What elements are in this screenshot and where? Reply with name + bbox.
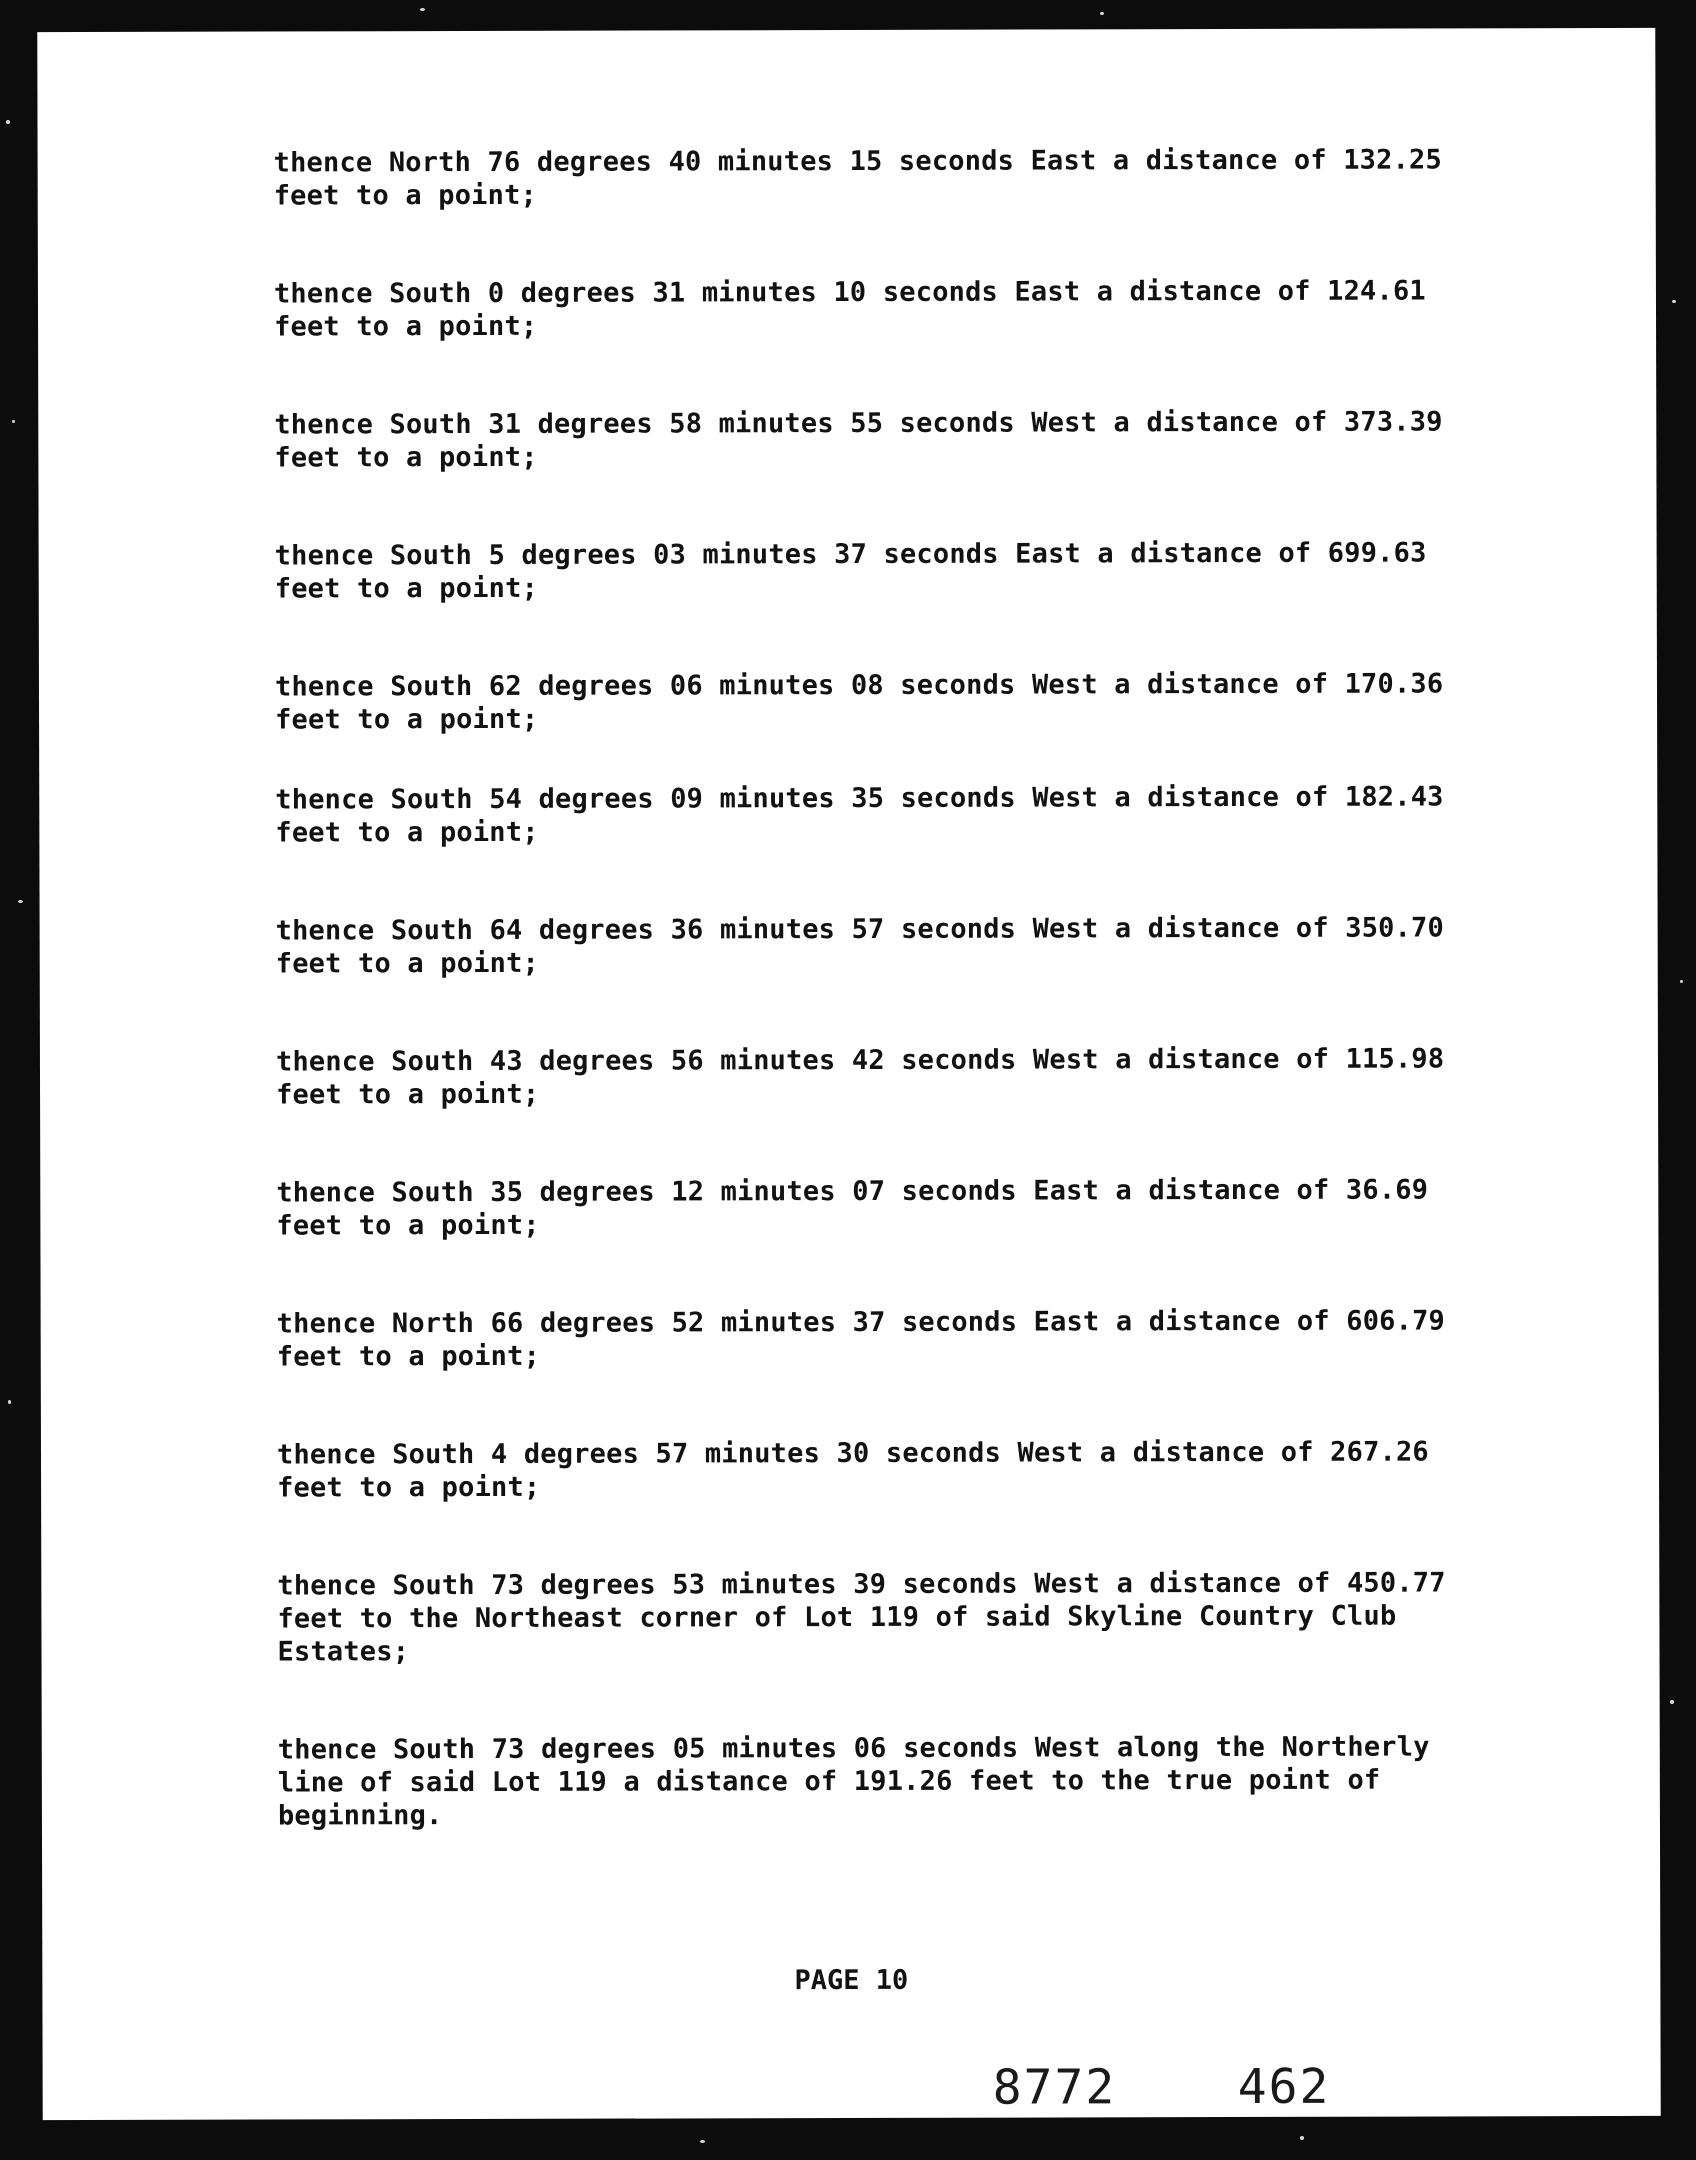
scan-speck [1670,1700,1674,1704]
page-number-stamp: 462 [1237,2058,1331,2115]
legal-description-paragraph: thence South 73 degrees 05 minutes 06 seconds West along the Northerly line of said Lot 119 a distance of 191.26 feet to the true point of beginning. [277,1731,1430,1832]
document-page [37,28,1660,2120]
legal-description-paragraph: thence North 66 degrees 52 minutes 37 seconds East a distance of 606.79 feet to a point; [276,1305,1446,1373]
scan-speck [12,420,15,423]
scan-speck [1100,12,1104,15]
legal-description-paragraph: thence North 76 degrees 40 minutes 15 seconds East a distance of 132.25 feet to a point; [273,144,1442,212]
scan-speck [420,8,425,11]
scan-speck [8,1400,11,1404]
legal-description-paragraph: thence South 31 degrees 58 minutes 55 seconds West a distance of 373.39 feet to a point; [274,406,1443,474]
scan-speck [1672,300,1676,303]
legal-description-paragraph: thence South 64 degrees 36 minutes 57 seconds West a distance of 350.70 feet to a point; [275,912,1445,980]
legal-description-paragraph: thence South 54 degrees 09 minutes 35 seconds West a distance of 182.43 feet to a point; [275,781,1444,849]
book-number-stamp: 8772 [992,2059,1117,2116]
scan-speck [6,120,10,124]
document-body [274,143,1519,1897]
legal-description-paragraph: thence South 4 degrees 57 minutes 30 seconds West a distance of 267.26 feet to a point; [276,1436,1429,1504]
scan-speck [1680,980,1683,983]
page-number-label: PAGE 10 [794,1964,909,1997]
legal-description-paragraph: thence South 43 degrees 56 minutes 42 seconds West a distance of 115.98 feet to a point; [275,1043,1445,1111]
legal-description-paragraph: thence South 5 degrees 03 minutes 37 seconds East a distance of 699.63 feet to a point; [274,537,1427,605]
legal-description-paragraph: thence South 35 degrees 12 minutes 07 seconds East a distance of 36.69 feet to a point; [276,1174,1429,1242]
legal-description-paragraph: thence South 62 degrees 06 minutes 08 seconds West a distance of 170.36 feet to a point; [274,668,1444,736]
scan-speck [1300,2136,1304,2140]
legal-description-paragraph: thence South 73 degrees 53 minutes 39 seconds West a distance of 450.77 feet to the Northeast corner of Lot 119 of said Skyline Country Club Estates; [277,1567,1446,1668]
scan-speck [700,2140,705,2143]
scan-speck [18,900,23,903]
legal-description-paragraph: thence South 0 degrees 31 minutes 10 seconds East a distance of 124.61 feet to a point; [273,275,1426,343]
